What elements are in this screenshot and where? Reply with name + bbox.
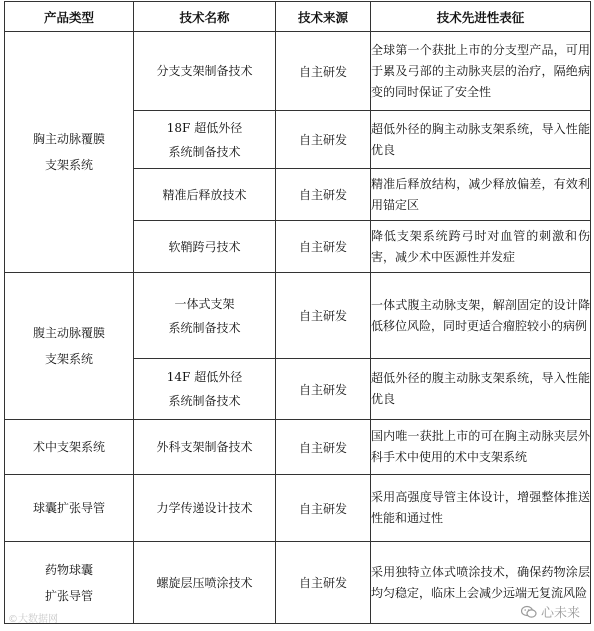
tech-name-line: 软鞘跨弓技术 xyxy=(168,239,241,254)
tech-name-line: 分支支架制备技术 xyxy=(156,64,253,78)
table-row xyxy=(5,32,591,111)
tech-name-cell xyxy=(134,221,276,273)
watermark-right-text: 心未来 xyxy=(540,606,580,621)
product-type-line: 球囊扩张导管 xyxy=(32,501,105,515)
table-row xyxy=(5,273,591,359)
header-tech-name: 技术名称 xyxy=(134,2,276,32)
tech-name-line: 18F 超低外径 xyxy=(166,120,243,135)
tech-source-cell: 自主研发 xyxy=(276,475,371,542)
tech-name-cell xyxy=(134,32,276,111)
wechat-icon xyxy=(521,605,537,619)
tech-name-line: 精准后释放技术 xyxy=(162,187,247,202)
tech-source-cell: 自主研发 xyxy=(276,169,371,221)
tech-name-line: 系统制备技术 xyxy=(168,320,241,335)
tech-advantage-cell: 一体式腹主动脉支架，解剖固定的设计降低移位风险，同时更适合瘤腔较小的病例 xyxy=(371,273,591,359)
product-type-line: 术中支架系统 xyxy=(32,440,105,454)
product-type-line: 支架系统 xyxy=(44,158,93,172)
tech-source-cell: 自主研发 xyxy=(276,359,371,420)
tech-advantage-cell: 超低外径的胸主动脉支架系统，导入性能优良 xyxy=(371,111,591,169)
tech-name-line: 力学传递设计技术 xyxy=(156,501,253,515)
table-row xyxy=(5,542,591,624)
technology-table xyxy=(4,1,591,624)
tech-source-cell: 自主研发 xyxy=(276,32,371,111)
tech-source-cell: 自主研发 xyxy=(276,273,371,359)
tech-name-cell xyxy=(134,542,276,624)
product-type-cell xyxy=(5,420,134,475)
table-row xyxy=(5,420,591,475)
tech-source-cell: 自主研发 xyxy=(276,420,371,475)
tech-name-cell xyxy=(134,273,276,359)
tech-advantage-cell: 采用高强度导管主体设计，增强整体推送性能和通过性 xyxy=(371,475,591,542)
tech-name-line: 系统制备技术 xyxy=(168,394,241,408)
product-type-cell xyxy=(5,273,134,420)
product-type-line: 药物球囊 xyxy=(44,562,93,577)
tech-advantage-cell: 国内唯一获批上市的可在胸主动脉夹层外科手术中使用的术中支架系统 xyxy=(371,420,591,475)
tech-name-cell xyxy=(134,420,276,475)
tech-advantage-cell: 全球第一个获批上市的分支型产品，可用于累及弓部的主动脉夹层的治疗，隔绝病变的同时保证了安全性 xyxy=(371,32,591,111)
table-row xyxy=(5,475,591,542)
tech-source-cell: 自主研发 xyxy=(276,221,371,273)
tech-name-line: 螺旋层压喷涂技术 xyxy=(156,575,253,590)
header-tech-advantage: 技术先进性表征 xyxy=(371,2,591,32)
tech-name-cell xyxy=(134,359,276,420)
tech-advantage-cell: 采用独特立体式喷涂技术，确保药物涂层均匀稳定，临床上会减少远端无复流风险 xyxy=(371,542,591,624)
tech-name-cell xyxy=(134,169,276,221)
tech-name-line: 一体式支架 xyxy=(174,296,235,311)
header-row xyxy=(5,2,591,32)
watermark-right xyxy=(521,602,580,621)
product-type-line: 扩张导管 xyxy=(44,588,93,603)
table-body xyxy=(5,32,591,624)
tech-advantage-cell: 超低外径的腹主动脉支架系统，导入性能优良 xyxy=(371,359,591,420)
product-type-cell xyxy=(5,32,134,273)
tech-name-line: 系统制备技术 xyxy=(168,144,241,159)
tech-name-cell xyxy=(134,111,276,169)
product-type-cell xyxy=(5,475,134,542)
header-product-type: 产品类型 xyxy=(5,2,134,32)
tech-source-cell: 自主研发 xyxy=(276,542,371,624)
watermark-left: ©大数据网 xyxy=(8,614,58,625)
table-header xyxy=(5,2,591,32)
product-type-line: 腹主动脉覆膜 xyxy=(32,326,105,340)
tech-name-line: 14F 超低外径 xyxy=(166,370,243,384)
header-tech-source: 技术来源 xyxy=(276,2,371,32)
tech-advantage-cell: 精准后释放结构，减少释放偏差，有效利用锚定区 xyxy=(371,169,591,221)
product-type-line: 胸主动脉覆膜 xyxy=(32,132,105,146)
tech-advantage-cell: 降低支架系统跨弓时对血管的刺激和伤害，减少术中医源性并发症 xyxy=(371,221,591,273)
tech-name-line: 外科支架制备技术 xyxy=(156,440,253,454)
tech-source-cell: 自主研发 xyxy=(276,111,371,169)
product-type-line: 支架系统 xyxy=(44,352,93,366)
tech-name-cell xyxy=(134,475,276,542)
